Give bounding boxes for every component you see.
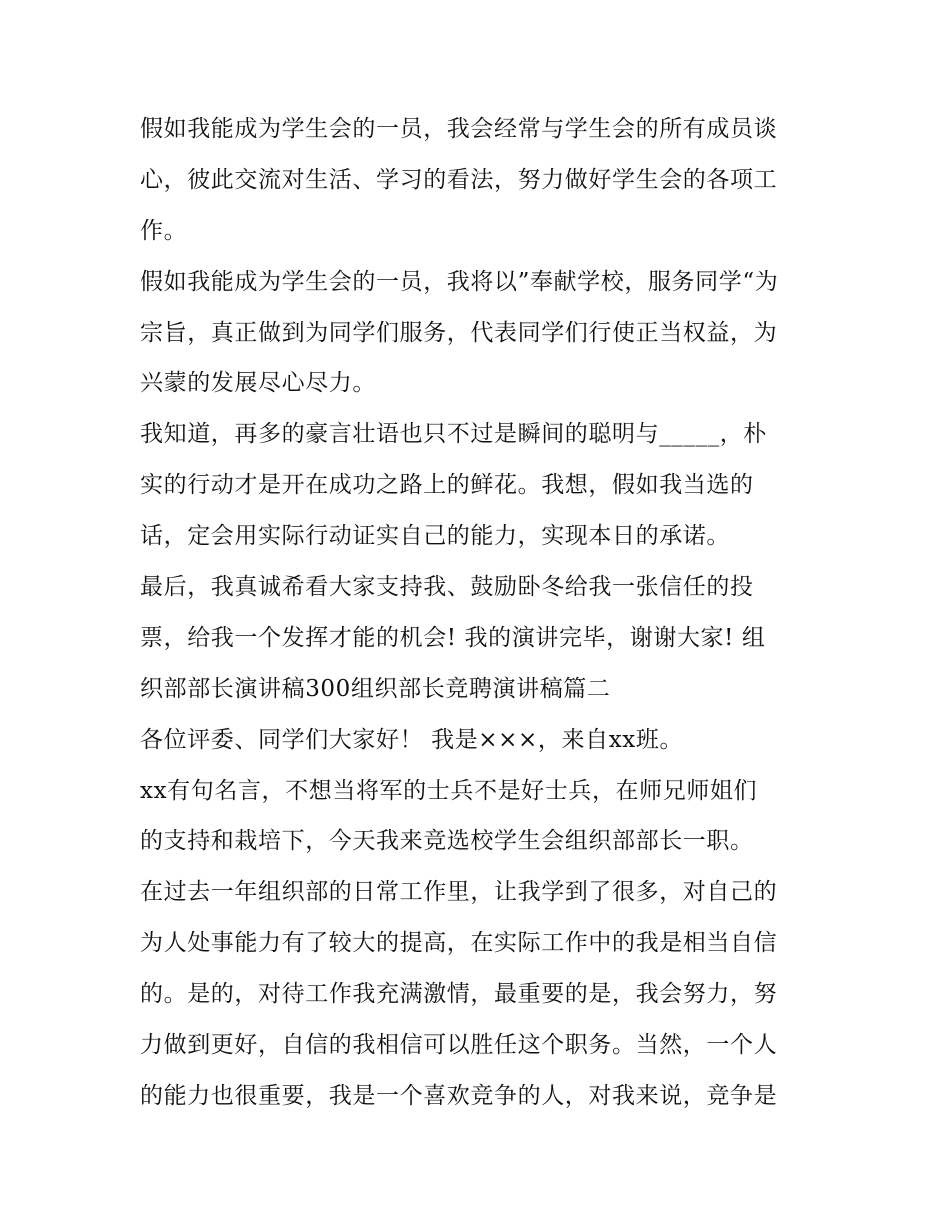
text-line: 在过去一年组织部的日常工作里，让我学到了很多，对自己的	[140, 879, 778, 906]
text-line: 作。	[140, 217, 188, 244]
text-line: xx有句名言，不想当将军的士兵不是好士兵，在师兄师姐们	[140, 777, 758, 804]
text-line: 为人处事能力有了较大的提高，在实际工作中的我是相当自信	[140, 930, 778, 957]
text-line: 织部部长演讲稿300组织部长竞聘演讲稿篇二	[140, 675, 611, 702]
document-body	[140, 104, 820, 1122]
text-line: 的能力也很重要，我是一个喜欢竞争的人，对我来说，竞争是	[140, 1082, 778, 1109]
text-line: 票，给我一个发挥才能的机会! 我的演讲完毕，谢谢大家! 组	[140, 624, 766, 651]
text-line: 最后，我真诚希看大家支持我、鼓励卧冬给我一张信任的投	[140, 574, 754, 601]
text-line: 话，定会用实际行动证实自己的能力，实现本日的承诺。	[140, 523, 730, 550]
text-line: 心，彼此交流对生活、学习的看法，努力做好学生会的各项工	[140, 166, 778, 193]
text-line: 各位评委、同学们大家好！ 我是×××，来自xx班。	[140, 726, 684, 753]
text-line: 我知道，再多的豪言壮语也只不过是瞬间的聪明与_____，朴	[140, 421, 767, 448]
text-line: 实的行动才是开在成功之路上的鲜花。我想，假如我当选的	[140, 472, 754, 499]
text-line: 假如我能成为学生会的一员，我会经常与学生会的所有成员谈	[140, 116, 778, 142]
text-line: 兴蒙的发展尽心尽力。	[140, 370, 376, 397]
text-line: 的。是的，对待工作我充满激情，最重要的是，我会努力，努	[140, 981, 778, 1008]
text-line: 宗旨，真正做到为同学们服务，代表同学们行使正当权益，为	[140, 319, 778, 346]
text-line: 力做到更好，自信的我相信可以胜任这个职务。当然，一个人	[140, 1032, 778, 1059]
text-line: 假如我能成为学生会的一员，我将以”奉献学校，服务同学“为	[140, 268, 779, 295]
text-line: 的支持和栽培下，今天我来竞选校学生会组织部部长一职。	[140, 828, 754, 855]
